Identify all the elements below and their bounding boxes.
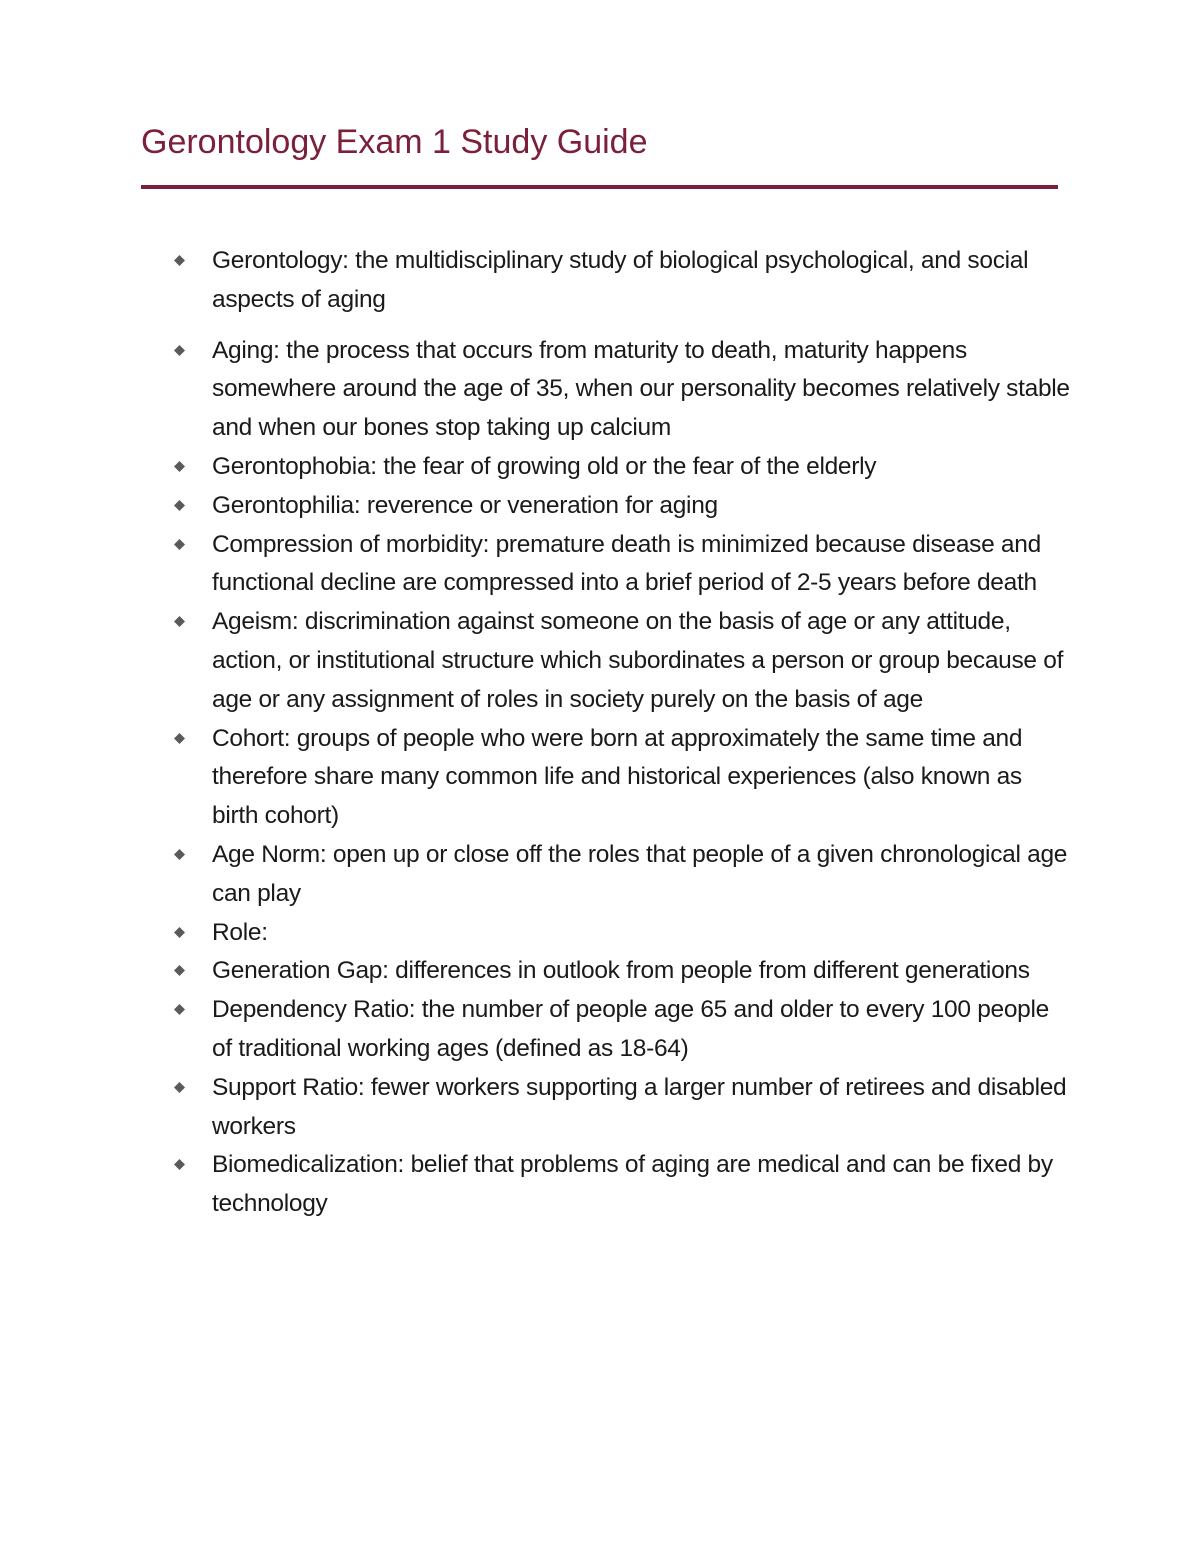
- list-item-text: Support Ratio: fewer workers supporting a larger number of retirees and disabled workers: [212, 1073, 1067, 1140]
- diamond-bullet-icon: [174, 927, 185, 938]
- list-item-text: Dependency Ratio: the number of people age 65 and older to every 100 people of traditional working ages (defined as 18-64): [212, 996, 1049, 1062]
- list-item: [141, 720, 1071, 836]
- list-item: [141, 332, 1071, 448]
- diamond-bullet-icon: [174, 733, 185, 744]
- list-item: [141, 526, 1071, 604]
- definition-list: [141, 242, 1071, 1224]
- list-item: [141, 952, 1071, 991]
- list-item-text: Aging: the process that occurs from maturity to death, maturity happens somewhere around the age of 35, when our personality becomes relatively stable and when our bones stop taking up calcium: [212, 336, 1070, 442]
- list-item: [141, 487, 1071, 526]
- diamond-bullet-icon: [174, 965, 185, 976]
- list-item-text: Gerontophobia: the fear of growing old or the fear of the elderly: [212, 452, 877, 480]
- diamond-bullet-icon: [174, 616, 185, 627]
- list-item-text: Gerontology: the multidisciplinary study of biological psychological, and social aspects of aging: [212, 247, 1029, 313]
- diamond-bullet-icon: [174, 539, 185, 550]
- list-item: [141, 836, 1071, 914]
- diamond-bullet-icon: [174, 255, 185, 266]
- diamond-bullet-icon: [174, 1004, 185, 1015]
- list-item-text: Age Norm: open up or close off the roles that people of a given chronological age can play: [212, 840, 1068, 907]
- list-item: [141, 1069, 1071, 1147]
- list-item: [141, 1146, 1071, 1224]
- list-item-text: Gerontophilia: reverence or veneration for aging: [212, 491, 718, 519]
- list-item-text: Cohort: groups of people who were born at approximately the same time and therefore share many common life and historical experiences (also known as birth cohort): [212, 724, 1023, 830]
- diamond-bullet-icon: [174, 849, 185, 860]
- list-item-text: Ageism: discrimination against someone on the basis of age or any attitude, action, or institutional structure which subordinates a person or group because of age or any assignment of roles in society purely on the basis of age: [212, 608, 1064, 713]
- list-item: [141, 914, 1071, 953]
- list-item-text: Compression of morbidity: premature death is minimized because disease and functional decline are compressed into a brief period of 2-5 years before death: [212, 530, 1041, 597]
- title-divider: [141, 185, 1058, 189]
- diamond-bullet-icon: [174, 1159, 185, 1170]
- list-item: [141, 448, 1071, 487]
- list-item-text: Biomedicalization: belief that problems of aging are medical and can be fixed by technology: [212, 1151, 1053, 1218]
- diamond-bullet-icon: [174, 345, 185, 356]
- list-item-text: Role:: [212, 918, 268, 946]
- document-title: Gerontology Exam 1 Study Guide: [141, 123, 648, 161]
- list-item: [141, 991, 1071, 1069]
- list-item: [141, 242, 1071, 320]
- diamond-bullet-icon: [174, 461, 185, 472]
- diamond-bullet-icon: [174, 500, 185, 511]
- list-item: [141, 603, 1071, 719]
- diamond-bullet-icon: [174, 1082, 185, 1093]
- list-item-text: Generation Gap: differences in outlook from people from different generations: [212, 957, 1030, 985]
